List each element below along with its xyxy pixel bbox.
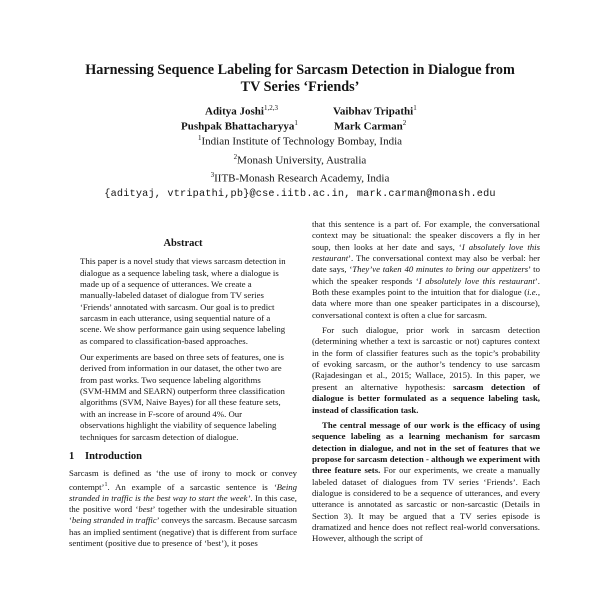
body-paragraph: The central message of our work is the efficacy of using sequence labeling as a learning mechanism for sarcasm detection in dialogue, and not in the set of features that we propose for sarcasm detection - although we experiment with three feature sets. For our experiments, we create a manually labeled dataset of dialogues from TV series ‘Friends’. Each dialogue is considered to be a sequence of utterances, and every utterance is annotated as sarcastic or non-sarcastic (Details in Section 3). It may be argued that a TV series episode is dramatized and hence does not reflect real-world conversations. However, although the script of bbox=[312, 419, 540, 544]
section-heading: 1 Introduction bbox=[69, 450, 142, 462]
left-column bbox=[69, 238, 298, 549]
affiliation: $^2$Monash University, Australia bbox=[233, 152, 367, 167]
title-line-1: Harnessing Sequence Labeling for Sarcasm Detection in Dialogue from bbox=[85, 62, 515, 78]
abstract-paragraph: Our experiments are based on three sets of features, one is derived from information in our dataset, the other two are from past works. Two sequence labeling algorithms (SVM-HMM and SEARN) outperform three classification algorithms (SVM, Naive Bayes) for all these feature sets, with an increase in F-score of around 4%. Our observations highlight the viability of sequence labeling techniques for sarcasm detection of dialogue. bbox=[80, 352, 285, 442]
paper-title bbox=[60, 62, 540, 96]
body-paragraph: that this sentence is a part of. For example, the conversational context may be situational: the speaker discovers a fly in her soup, then looks at her date and says, ‘I absolutely love this restaurant’. The conversational context may also be verbal: her date says, ‘They’ve taken 40 minutes to bring our appetizers’ to which the speaker responds ‘I absolutely love this restaurant’. Both these examples point to the intuition that for dialogue (i.e., data where more than one speaker participates in a discourse), conversational context is often a clue for sarcasm. bbox=[312, 219, 540, 320]
author-row-1 bbox=[60, 101, 540, 116]
body-paragraph: For such dialogue, prior work in sarcasm detection (determining whether a text is sarcastic or not) captures context in the form of classifier features such as the topic’s probability of evoking sarcasm, or the author’s tendency to use sarcasm (Rajadesingan et al., 2015; Wallace, 2015). In this paper, we present an alternative hypothesis: sarcasm detection of dialogue is better formulated as a sequence labeling task, instead of classification task. bbox=[312, 325, 541, 415]
abstract-heading: Abstract bbox=[163, 238, 203, 249]
intro-clip bbox=[69, 468, 298, 549]
author-block bbox=[60, 101, 540, 202]
author-name: Pushpak Bhattacharyya$^1$ bbox=[181, 119, 298, 133]
author-emails: {adityaj, vtripathi,pb}@cse.iitb.ac.in, mark.carman@monash.edu bbox=[104, 188, 496, 200]
author-name: Aditya Joshi$^{1,2,3}$ bbox=[205, 104, 278, 118]
abstract-paragraph: This paper is a novel study that views sarcasm detection in dialogue as a sequence labeling task, where a dialogue is made up of a sequence of utterances. We create a manually-labeled dataset of dialogue from TV series ‘Friends’ annotated with sarcasm. Our goal is to predict sarcasm in each utterance, using sequential nature of a scene. We show performance gain using sequence labeling as compared to classification-based approaches. bbox=[80, 256, 286, 346]
author-name: Vaibhav Tripathi$^1$ bbox=[333, 104, 417, 118]
title-line-2: TV Series ‘Friends’ bbox=[240, 79, 360, 95]
affiliation: $^3$IITB-Monash Research Academy, India bbox=[210, 171, 390, 185]
author-row-2 bbox=[60, 116, 540, 131]
intro-paragraph: Sarcasm is defined as ‘the use of irony to mock or convey contempt’$^1$. An example of a sarcastic sentence is ‘Being stranded in traffic is the best way to start the week’. In this case, the positive word ‘best’ together with the undesirable situation ‘being stranded in traffic’ conveys the sarcasm. Because sarcasm has an implied sentiment (negative) that is different from surface sentiment (positive due to presence of ‘best’), it poses bbox=[69, 468, 298, 549]
author-name: Mark Carman$^2$ bbox=[334, 119, 407, 133]
right-column bbox=[312, 219, 541, 544]
affiliation: $^1$Indian Institute of Technology Bombay, India bbox=[197, 134, 403, 148]
